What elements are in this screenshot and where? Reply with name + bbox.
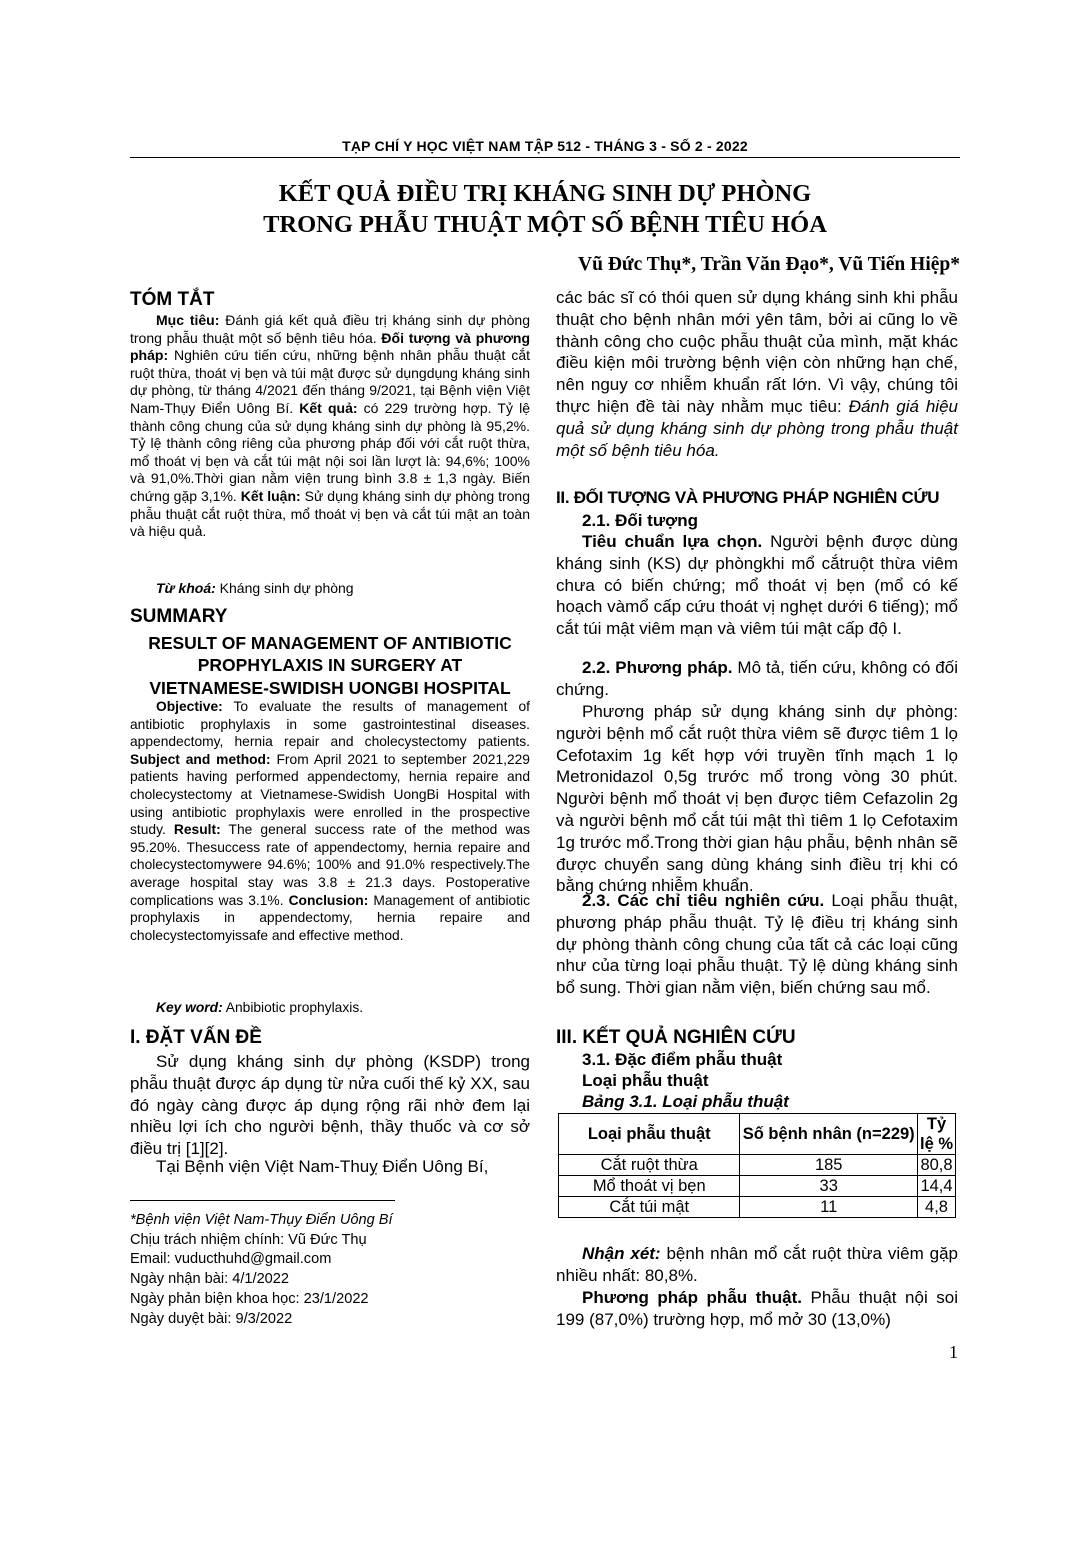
- table-header-row: [559, 1114, 956, 1155]
- journal-header: TẠP CHÍ Y HỌC VIỆT NAM TẬP 512 - THÁNG 3 - SỐ 2 - 2022: [342, 138, 748, 154]
- objective-label: Mục tiêu:: [156, 312, 220, 328]
- footnote-affiliation: *Bệnh viện Việt Nam-Thụy Điển Uông Bí: [130, 1212, 393, 1228]
- intro-paragraph-1: Sử dụng kháng sinh dự phòng (KSDP) trong phẫu thuật được áp dụng từ nửa cuối thế kỷ XX, sau đó ngày càng được áp dụng rộng rãi nhờ đem lại nhiều lợi ích cho người bệnh, thầy thuốc và cơ sở điều trị [1][2].: [130, 1052, 530, 1159]
- summary-body: Objective: To evaluate the results of management of antibiotic prophylaxis in some gastrointestinal diseases. appendectomy, hernia repair and cholecystectomy patients. Subject and method: From April 2021 to september 2021,229 patients having performed appendectomy, hernia repaire and cholecystectomy at Vietnamese-Swidish UongBi Hospital with using antibiotic prophylaxis were enrolled in the prospective study. Result: The general success rate of the method was 95.20%. Thesuccess rate of appendectomy, hernia repaire and cholecystectomywere 94.6%; 100% and 91.0% respectively.The average hospital stay was 3.8 ± 21.3 days. Postoperative complications was 3.1%. Conclusion: Management of antibiotic prophylaxis in appendectomy, hernia repaire and cholecystectomyissafe and effective method.: [130, 699, 530, 943]
- summary-keywords: Key word: Anbibiotic prophylaxis.: [156, 1000, 364, 1015]
- table-cell: Mổ thoát vị bẹn: [559, 1176, 740, 1197]
- study-objective: Đánh giá hiệu quả sử dụng kháng sinh dự phòng trong phẫu thuật một số bệnh tiêu hóa.: [556, 396, 958, 460]
- footnote-rule: [130, 1200, 395, 1201]
- article-title-line1: KẾT QUẢ ĐIỀU TRỊ KHÁNG SINH DỰ PHÒNG: [278, 180, 812, 207]
- page-number: 1: [949, 1342, 958, 1362]
- table-row: [559, 1155, 956, 1176]
- abstract-vi-body: Mục tiêu: Đánh giá kết quả điều trị kháng sinh dự phòng trong phẫu thuật một số bệnh tiêu hóa. Đối tượng và phương pháp: Nghiên cứu tiến cứu, những bệnh nhân phẫu thuật cắt ruột thừa, thoát vị bẹn và túi mật được sử dụngdụng kháng sinh dự phòng, từ tháng 4/2021 đến tháng 9/2021, tại Bệnh viện Việt Nam-Thụy Điển Uông Bí. Kết quả: có 229 trường hợp. Tỷ lệ thành công chung của sử dụng kháng sinh dự phòng là 95,2%. Tỷ lệ thành công riêng của phương pháp đối với cắt ruột thừa, mổ thoát vị bẹn và cắt túi mật nội soi lần lượt là: 94,6%; 100% và 91,0%.Thời gian nằm viện trung bình 3.8 ± 1,3 ngày. Biến chứng gặp 3,1%. Kết luận: Sử dụng kháng sinh dự phòng trong phẫu thuật cắt ruột thừa, mổ thoát vị bẹn và cắt túi mật an toàn và hiệu quả.: [130, 312, 530, 540]
- method-paragraph: 2.2. Phương pháp. Mô tả, tiến cứu, không có đối chứng.: [556, 658, 958, 699]
- surgery-type-table: [558, 1113, 956, 1218]
- intro-heading: I. ĐẶT VẤN ĐỀ: [130, 1027, 262, 1048]
- summary-heading: SUMMARY: [130, 606, 228, 627]
- surgery-method-paragraph: Phương pháp phẫu thuật. Phẫu thuật nội soi 199 (87,0%) trường hợp, mổ mở 30 (13,0%): [556, 1288, 958, 1329]
- methods-heading: II. ĐỐI TƯỢNG VÀ PHƯƠNG PHÁP NGHIÊN CỨU: [556, 488, 940, 507]
- table-cell: 33: [740, 1176, 918, 1197]
- authors: Vũ Đức Thụ*, Trần Văn Đạo*, Vũ Tiến Hiệp*: [578, 254, 960, 275]
- table-header: Số bệnh nhân (n=229): [740, 1114, 918, 1155]
- table-header: Tỷ lệ %: [918, 1114, 956, 1155]
- footnote-responsible: Chịu trách nhiệm chính: Vũ Đức Thụ: [130, 1231, 367, 1248]
- footnote-email: Email: vuducthuhd@gmail.com: [130, 1251, 332, 1268]
- table-note: Nhận xét: bệnh nhân mổ cắt ruột thừa viêm gặp nhiều nhất: 80,8%.: [556, 1244, 958, 1285]
- subsection-surgery-type: Loại phẫu thuật: [582, 1071, 709, 1090]
- indicators-paragraph: 2.3. Các chỉ tiêu nghiên cứu. Loại phẫu thuật, phương pháp phẫu thuật. Tỷ lệ điều trị kháng sinh dự phòng thành công chung của tất cả các loại cũng như của từng loại phẫu thuật. Tỷ lệ dùng kháng sinh bổ sung. Thời gian nằm viện, biến chứng sau mổ.: [556, 891, 958, 998]
- criteria-paragraph: Tiêu chuẩn lựa chọn. Người bệnh được dùng kháng sinh (KS) dự phòngkhi mổ cắtruột thừa viêm chưa có biến chứng; mổ thoát vị bẹn (mổ có kế hoạch vàmổ cấp cứu thoát vị nghẹt dưới 6 tiếng); mổ cắt túi mật viêm mạn và viêm túi mật cấp độ I.: [556, 532, 958, 639]
- table-cell: 11: [740, 1197, 918, 1218]
- antibiotic-protocol-paragraph: Phương pháp sử dụng kháng sinh dự phòng: người bệnh mổ cắt ruột thừa viêm sẽ được tiêm 1 lọ Cefotaxim 1g kết hợp với truyền tĩnh mạch 1 lọ Metronidazol 0,5g trước mổ trong vòng 30 phút. Người bệnh mổ thoát vị bẹn được tiêm Cefazolin 2g và người bệnh mổ cắt túi mật thì tiêm 1 lọ Cefotaxim 1g trước mổ.Trong thời gian hậu phẫu, bệnh nhân sẽ được chuyển sang dùng kháng sinh điều trị khi có bằng chứng nhiễm khuẩn.: [556, 702, 958, 896]
- intro-paragraph-2-start: Tại Bệnh viện Việt Nam-Thuỵ Điển Uông Bí,: [156, 1157, 489, 1176]
- header-rule: [130, 157, 960, 158]
- footnote: [130, 1211, 530, 1329]
- footnote-reviewed: Ngày phản biện khoa học: 23/1/2022: [130, 1290, 369, 1307]
- results-heading: III. KẾT QUẢ NGHIÊN CỨU: [556, 1027, 796, 1048]
- summary-title-line1: RESULT OF MANAGEMENT OF ANTIBIOTIC: [148, 633, 512, 653]
- table-caption: Bảng 3.1. Loại phẫu thuật: [582, 1092, 789, 1111]
- table-cell: 4,8: [918, 1197, 956, 1218]
- keywords-vi: Từ khoá: Kháng sinh dự phòng: [156, 580, 354, 596]
- section-2-1: 2.1. Đối tượng: [582, 511, 699, 530]
- table-header: Loại phẫu thuật: [559, 1114, 740, 1155]
- footnote-received: Ngày nhận bài: 4/1/2022: [130, 1271, 290, 1288]
- table-cell: 185: [740, 1155, 918, 1176]
- table-row: [559, 1197, 956, 1218]
- summary-title-line2: PROPHYLAXIS IN SURGERY AT: [197, 655, 463, 675]
- abstract-vi-heading: TÓM TẮT: [130, 289, 215, 310]
- summary-title-line3: VIETNAMESE-SWIDISH UONGBI HOSPITAL: [149, 678, 511, 698]
- table-cell: Cắt ruột thừa: [559, 1155, 740, 1176]
- table-cell: 80,8: [918, 1155, 956, 1176]
- table-cell: 14,4: [918, 1176, 956, 1197]
- footnote-accepted: Ngày duyệt bài: 9/3/2022: [130, 1310, 293, 1327]
- table-cell: Cắt túi mật: [559, 1197, 740, 1218]
- table-row: [559, 1176, 956, 1197]
- intro-paragraph-2-cont: các bác sĩ có thói quen sử dụng kháng sinh khi phẫu thuật cho bệnh nhân mới yên tâm, bởi ai cũng lo về thành công cho cuộc phẫu thuật của mình, mặt khác điều kiện môi trường bệnh viện còn những hạn chế, nên nguy cơ nhiễm khuẩn rất lớn. Vì vậy, chúng tôi thực hiện đề tài này nhằm mục tiêu: Đánh giá hiệu quả sử dụng kháng sinh dự phòng trong phẫu thuật một số bệnh tiêu hóa.: [556, 288, 958, 460]
- article-title-line2: TRONG PHẪU THUẬT MỘT SỐ BỆNH TIÊU HÓA: [263, 211, 827, 238]
- section-3-1: 3.1. Đặc điểm phẫu thuật: [582, 1050, 783, 1069]
